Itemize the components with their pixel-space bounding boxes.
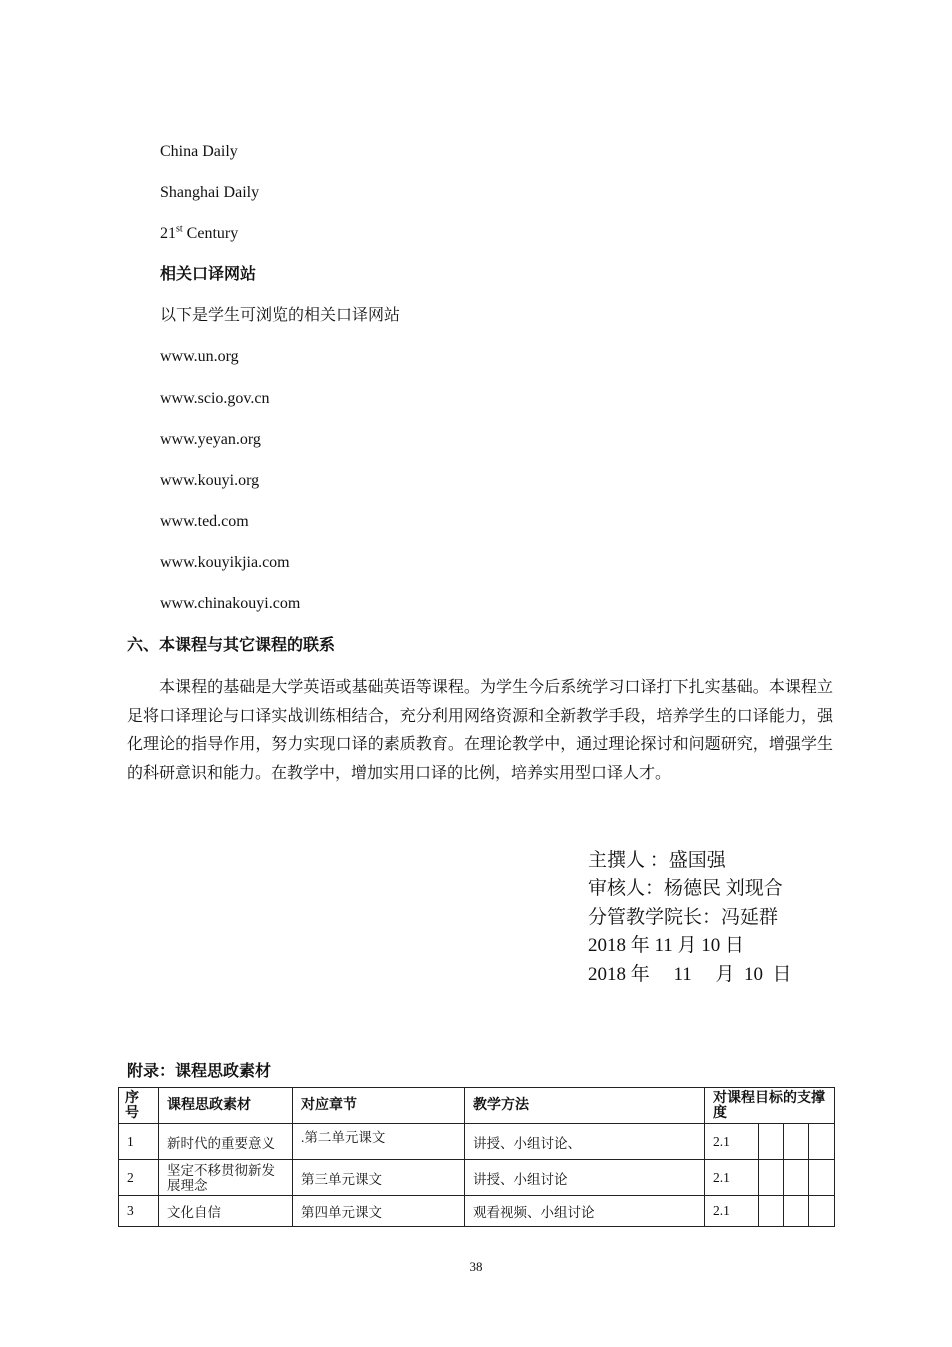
website-item: www.yeyan.org [160, 431, 261, 448]
ideology-material-table [118, 1087, 835, 1227]
cell-empty [784, 1124, 809, 1160]
section6-paragraph: 本课程的基础是大学英语或基础英语等课程。为学生今后系统学习口译打下扎实基础。本课程立足将口译理论与口译实战训练相结合，充分利用网络资源和全新教学手段，培养学生的口译能力，强化理论的指导作用，努力实现口译的素质教育。在理论教学中，通过理论探讨和问题研究，增强学生的科研意识和能力。在教学中，增加实用口译的比例，培养实用型口译人才。 [127, 679, 833, 782]
cell-chapter: 第四单元课文 [293, 1196, 465, 1227]
date-line: 2018 年 11 月 10 日 [588, 935, 745, 956]
cell-empty [759, 1196, 784, 1227]
cell-support: 2.1 [705, 1124, 759, 1160]
cell-material: 文化自信 [159, 1196, 293, 1227]
websites-heading: 相关口译网站 [160, 266, 257, 283]
newspaper-item: Shanghai Daily [160, 184, 260, 201]
date-line: 2018 年 11 月 10 日 [588, 964, 792, 985]
header-index: 序号 [119, 1088, 159, 1124]
page-number: 38 [469, 1259, 483, 1274]
table-row [119, 1196, 835, 1227]
cell-index: 2 [119, 1160, 159, 1196]
website-item: www.kouyi.org [160, 472, 260, 489]
century-superscript: st [176, 223, 183, 235]
cell-empty [784, 1160, 809, 1196]
cell-index: 1 [119, 1124, 159, 1160]
cell-empty [809, 1124, 835, 1160]
century-suffix: Century [182, 225, 239, 242]
section6-title: 六、本课程与其它课程的联系 [127, 637, 336, 654]
appendix-title: 附录：课程思政素材 [127, 1063, 272, 1080]
cell-index: 3 [119, 1196, 159, 1227]
dean-line: 分管教学院长：冯延群 [588, 907, 779, 928]
cell-empty [759, 1124, 784, 1160]
websites-intro: 以下是学生可浏览的相关口译网站 [160, 307, 401, 324]
cell-empty [759, 1160, 784, 1196]
cell-method: 讲授、小组讨论、 [465, 1124, 705, 1160]
website-item: www.kouyikjia.com [160, 554, 290, 571]
cell-empty [809, 1196, 835, 1227]
header-chapter: 对应章节 [293, 1088, 465, 1124]
century-prefix: 21 [160, 225, 176, 242]
table-row [119, 1124, 835, 1160]
reviewer-line: 审核人：杨德民 刘现合 [588, 878, 783, 899]
newspaper-item [160, 224, 238, 244]
newspaper-item: China Daily [160, 143, 238, 160]
table-row [119, 1160, 835, 1196]
cell-empty [784, 1196, 809, 1227]
cell-material: 新时代的重要意义 [159, 1124, 293, 1160]
cell-empty [809, 1160, 835, 1196]
website-item: www.chinakouyi.com [160, 595, 301, 612]
cell-chapter: 第三单元课文 [293, 1160, 465, 1196]
header-material: 课程思政素材 [159, 1088, 293, 1124]
author-line: 主撰人 ：盛国强 [588, 850, 726, 871]
header-method: 教学方法 [465, 1088, 705, 1124]
table-header-row [119, 1088, 835, 1124]
header-support: 对课程目标的支撑度 [705, 1088, 835, 1124]
cell-support: 2.1 [705, 1160, 759, 1196]
website-item: www.un.org [160, 348, 239, 365]
cell-method: 观看视频、小组讨论 [465, 1196, 705, 1227]
website-item: www.ted.com [160, 513, 249, 530]
cell-method: 讲授、小组讨论 [465, 1160, 705, 1196]
website-item: www.scio.gov.cn [160, 390, 270, 407]
cell-chapter: .第二单元课文 [293, 1124, 465, 1160]
cell-support: 2.1 [705, 1196, 759, 1227]
cell-material: 坚定不移贯彻新发展理念 [159, 1160, 293, 1196]
